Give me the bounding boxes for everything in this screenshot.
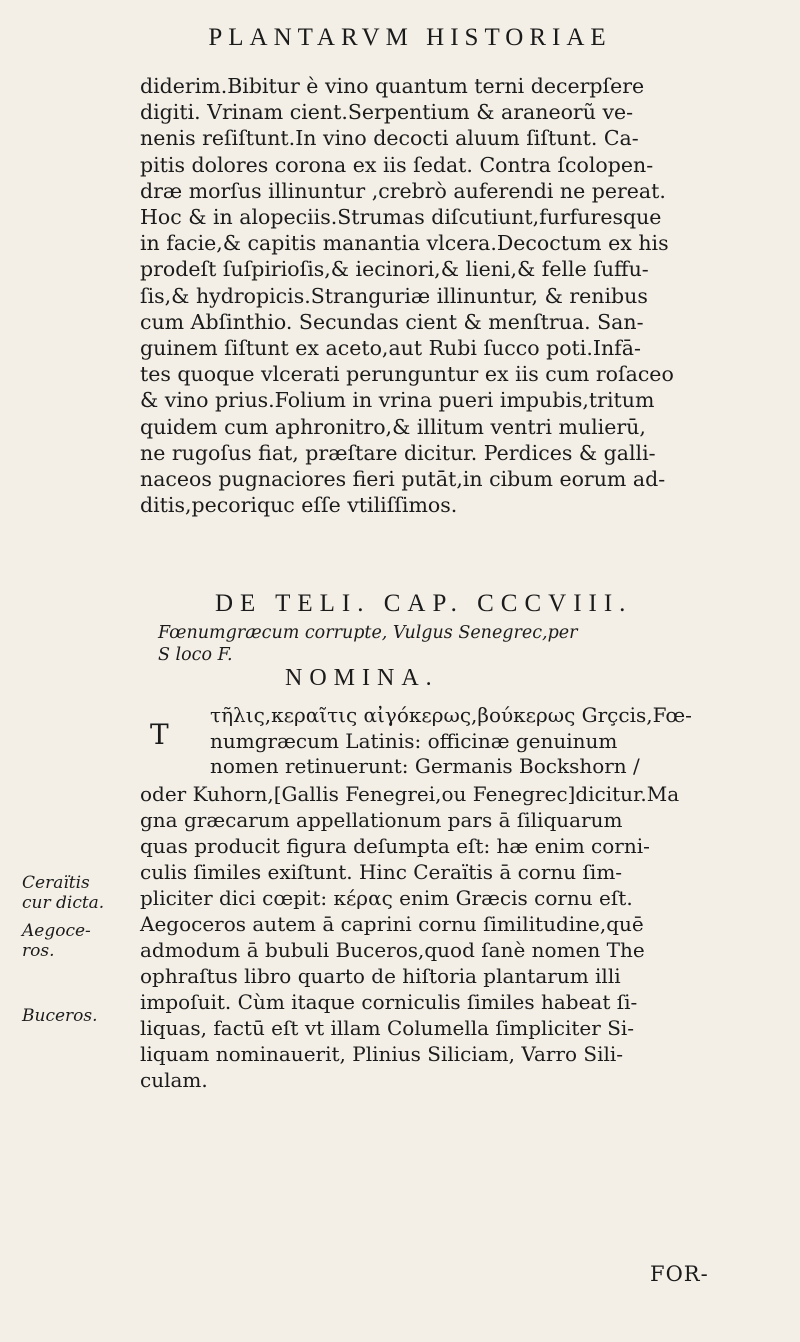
text-line: culis ſimiles exiſtunt. Hinc Ceraïtis ā cornu ſim- <box>140 860 623 884</box>
chapter-note <box>158 622 718 666</box>
text-line: prodeſt ſuſpirioſis,& iecinori,& lieni,& felle ſuffu- <box>140 257 649 282</box>
text-line: nenis reſiſtunt.In vino decocti aluum ſiſtunt. Ca- <box>140 126 639 151</box>
text-line: quidem cum aphronitro,& illitum ventri mulierū, <box>140 414 646 439</box>
margin-line: cur dicta. <box>22 893 105 913</box>
text-line: ophraſtus libro quarto de hiſtoria plantarum illi <box>140 964 621 988</box>
text-line: ne rugoſus fiat, præſtare dicitur. Perdices & galli- <box>140 440 656 465</box>
text-line: liquam nominauerit, Plinius Siliciam, Varro Sili- <box>140 1042 624 1066</box>
text-line: nomen retinuerunt: Germanis Bockshorn / <box>210 754 640 779</box>
text-line: τῆλις,κεραῖτις αἰγόκερως,βούκερως Grçcis,Fœ- <box>210 703 692 727</box>
note-line: S loco F. <box>158 645 233 665</box>
text-line: pitis dolores corona ex iis ſedat. Contra ſcolopen- <box>140 152 654 177</box>
text-line: naceos pugnaciores fieri putāt,in cibum eorum ad- <box>140 467 666 492</box>
margin-note-ceraitis <box>22 873 122 913</box>
text-line: oder Kuhorn,[Gallis Fenegrei,ou Fenegrec]dicitur.Ma <box>140 782 680 806</box>
text-line: impoſuit. Cùm itaque corniculis ſimiles habeat ſi- <box>140 990 638 1014</box>
text-line: numgræcum Latinis: officinæ genuinum <box>210 728 618 753</box>
text-line: liquas, factū eſt vt illam Columella ſimpliciter Si- <box>140 1016 635 1040</box>
drop-capital: T <box>150 718 169 751</box>
margin-note-buceros <box>22 1006 122 1026</box>
margin-line: Aegoce- <box>22 921 91 941</box>
text-line: Hoc & in alopeciis.Strumas diſcutiunt,furfuresque <box>140 205 662 230</box>
running-title: PLANTARVM HISTORIAE <box>208 24 612 51</box>
text-line: & vino prius.Folium in vrina pueri impubis,tritum <box>140 388 655 413</box>
text-line: ſis,& hydropicis.Stranguriæ illinuntur, & renibus <box>140 283 648 308</box>
catchword: FOR- <box>650 1262 709 1286</box>
text-line: admodum ā bubuli Buceros,quod ſanè nomen The <box>140 938 645 962</box>
margin-line: Ceraïtis <box>22 873 90 893</box>
text-line: diderim.Bibitur è vino quantum terni decerpſere <box>140 74 645 98</box>
text-line: Aegoceros autem ā caprini cornu ſimilitudine,quē <box>140 912 644 936</box>
text-line: quas producit figura deſumpta eſt: hæ enim corni- <box>140 834 650 858</box>
chapter-title: DE TELI. CAP. CCCVIII. <box>215 590 633 617</box>
nomina-block-a <box>210 703 720 780</box>
text-line: ditis,pecoriquc eſſe vtiliſſimos. <box>140 493 458 518</box>
text-line: pliciter dici cœpit: κέρας enim Græcis cornu eſt. <box>140 886 633 910</box>
margin-line: Buceros. <box>22 1006 98 1026</box>
text-line: culam. <box>140 1068 208 1092</box>
note-line: Fœnumgræcum corrupte, Vulgus Senegrec,per <box>158 623 578 643</box>
text-line: gna græcarum appellationum pars ā ſiliquarum <box>140 808 623 832</box>
margin-line: ros. <box>22 941 55 961</box>
text-line: guinem ſiſtunt ex aceto,aut Rubi ſucco poti.Infā- <box>140 336 641 361</box>
paragraph-1 <box>140 73 710 518</box>
text-line: dræ morſus illinuntur ,crebrò auferendi ne pereat. <box>140 178 666 203</box>
margin-note-aegoceros <box>22 921 122 961</box>
text-line: digiti. Vrinam cient.Serpentium & araneorũ ve- <box>140 100 634 125</box>
nomina-block-b <box>140 781 720 1093</box>
text-line: tes quoque vlcerati perunguntur ex iis cum roſaceo <box>140 362 674 387</box>
text-line: cum Abſinthio. Secundas cient & menſtrua. San- <box>140 309 644 334</box>
section-heading: NOMINA. <box>285 665 439 691</box>
text-line: in facie,& capitis manantia vlcera.Decoctum ex his <box>140 231 669 256</box>
